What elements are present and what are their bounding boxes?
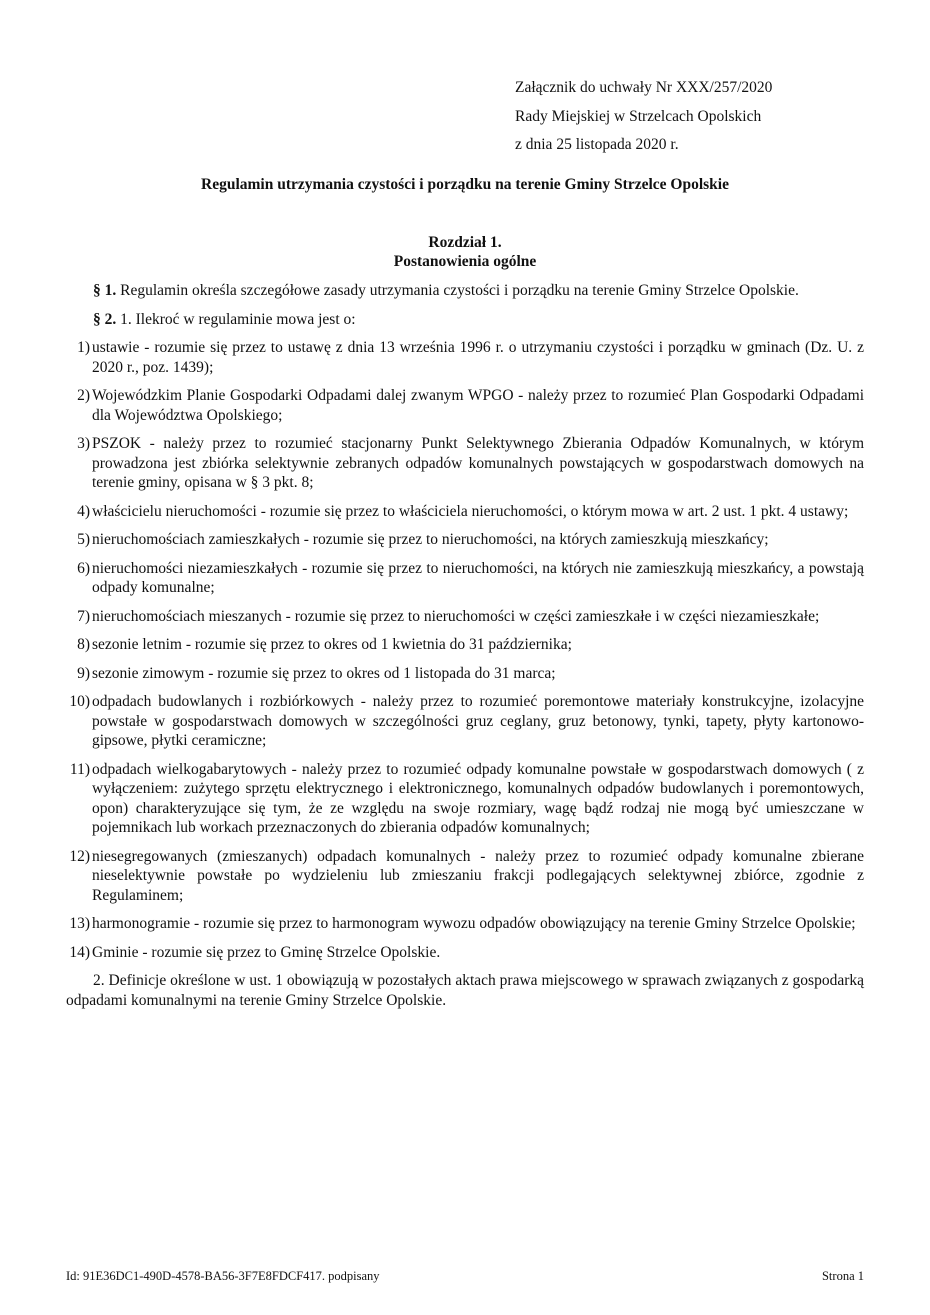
definition-number: 11) — [69, 760, 90, 778]
chapter-name: Postanowienia ogólne — [393, 253, 537, 270]
definition-number: 3) — [77, 435, 90, 452]
definition-number: 12) — [69, 847, 90, 865]
page-number: Strona 1 — [821, 1269, 864, 1283]
definition-number: 9) — [77, 664, 90, 682]
definition-text: odpadach wielkogabarytowych - należy przez to rozumieć odpady komunalne powstałe w gospodarstwach domowych ( z wyłączeniem: zużytego sprzętu elektrycznego i elektronicznego, komunalnych odpadów budowlanych i poremontowych, opon) charakteryzujące się tym, że ze względu na swoje rozmiary, wagę bądź rodzaj nie mogą być umieszczane w pojemnikach lub workach przeznaczonych do zbierania odpadów komunalnych; — [92, 760, 864, 836]
definition-item — [66, 760, 864, 838]
definition-text: nieruchomości niezamieszkałych - rozumie się przez to nieruchomości, na których nie zamieszkują mieszkańcy, a powstają odpady komunalne; — [92, 559, 864, 596]
definition-item — [66, 607, 864, 627]
definition-text: sezonie zimowym - rozumie się przez to okres od 1 listopada do 31 marca; — [92, 664, 556, 682]
document-title: Regulamin utrzymania czystości i porządku na terenie Gminy Strzelce Opolskie — [201, 176, 729, 193]
definition-number: 14) — [69, 943, 90, 961]
definition-item — [66, 434, 864, 493]
definition-number: 7) — [77, 607, 90, 625]
definition-item — [66, 914, 864, 934]
attachment-line-council: Rady Miejskiej w Strzelcach Opolskich — [515, 107, 762, 125]
page-footer — [66, 1269, 864, 1284]
closing-paragraph: 2. Definicje określone w ust. 1 obowiązują w pozostałych aktach prawa miejscowego w sprawach związanych z gospodarką odpadami komunalnymi na terenie Gminy Strzelce Opolskie. — [66, 972, 864, 1009]
paragraph-text: Regulamin określa szczegółowe zasady utrzymania czystości i porządku na terenie Gminy Strzelce Opolskie. — [116, 282, 799, 299]
definition-number: 4) — [77, 502, 90, 520]
definition-text: harmonogramie - rozumie się przez to harmonogram wywozu odpadów obowiązujący na terenie Gminy Strzelce Opolskie; — [92, 915, 856, 932]
definition-number: 1) — [77, 339, 90, 356]
paragraph-mark: § 2. — [93, 310, 117, 328]
attachment-line-resolution: Załącznik do uchwały Nr XXX/257/2020 — [515, 79, 773, 96]
definition-item — [66, 664, 864, 684]
document-id: Id: 91E36DC1-490D-4578-BA56-3F7E8FDCF417. podpisany — [66, 1269, 380, 1283]
definition-item — [66, 338, 864, 377]
definition-number: 10) — [69, 693, 90, 710]
definition-item — [66, 692, 864, 751]
definition-item — [66, 847, 864, 906]
definition-text: Gminie - rozumie się przez to Gminę Strzelce Opolskie. — [92, 943, 441, 961]
definitions-list — [66, 338, 864, 962]
definition-number: 2) — [77, 387, 90, 404]
definition-number: 13) — [69, 915, 90, 932]
definition-text: ustawie - rozumie się przez to ustawę z dnia 13 września 1996 r. o utrzymaniu czystości i porządku w gminach (Dz. U. z 2020 r., poz. 1439); — [92, 339, 864, 376]
definition-text: Wojewódzkim Planie Gospodarki Odpadami dalej zwanym WPGO - należy przez to rozumieć Plan Gospodarki Odpadami dla Województwa Opolskiego; — [92, 387, 864, 424]
paragraph-text: 1. Ilekroć w regulaminie mowa jest o: — [116, 310, 356, 328]
paragraph-mark: § 1. — [93, 282, 117, 299]
definition-number: 8) — [77, 636, 90, 653]
definition-item — [66, 559, 864, 598]
definition-item — [66, 502, 864, 522]
definition-text: właścicielu nieruchomości - rozumie się przez to właściciela nieruchomości, o którym mowa w art. 2 ust. 1 pkt. 4 ustawy; — [92, 502, 849, 520]
definition-item — [66, 635, 864, 655]
definition-number: 5) — [77, 531, 90, 548]
paragraph-2 — [66, 310, 864, 330]
definition-text: odpadach budowlanych i rozbiórkowych - należy przez to rozumieć poremontowe materiały konstrukcyjne, izolacyjne powstałe w gospodarstwach domowych w szczególności gruz ceglany, gruz betonowy, tynki, tapety, płyty kartonowo-gipsowe, płytki ceramiczne; — [92, 693, 864, 749]
definition-text: niesegregowanych (zmieszanych) odpadach komunalnych - należy przez to rozumieć odpady komunalne zbierane nieselektywnie powstałe po wydzieleniu lub zmieszaniu frakcji podlegających selektywnej zbiórce, zgodnie z Regulaminem; — [92, 847, 864, 904]
definition-text: PSZOK - należy przez to rozumieć stacjonarny Punkt Selektywnego Zbierania Odpadów Komunalnych, w którym prowadzona jest zbiórka selektywnie zebranych odpadów komunalnych powstających w gospodarstwach domowych na terenie gminy, opisana w § 3 pkt. 8; — [92, 435, 864, 491]
definition-text: nieruchomościach mieszanych - rozumie się przez to nieruchomości w części zamieszkałe i w części niezamieszkałe; — [92, 607, 820, 625]
chapter-number: Rozdział 1. — [428, 234, 502, 251]
definition-number: 6) — [77, 559, 90, 577]
definition-text: nieruchomościach zamieszkałych - rozumie się przez to nieruchomości, na których zamieszkują mieszkańcy; — [92, 531, 769, 548]
attachment-line-date: z dnia 25 listopada 2020 r. — [515, 136, 679, 153]
chapter-heading — [0, 233, 930, 271]
definition-item — [66, 530, 864, 550]
document-body — [66, 281, 864, 1019]
attachment-header — [515, 74, 772, 160]
definition-item — [66, 386, 864, 425]
definition-item — [66, 943, 864, 963]
definition-text: sezonie letnim - rozumie się przez to okres od 1 kwietnia do 31 października; — [92, 636, 572, 653]
paragraph-1 — [66, 281, 864, 301]
